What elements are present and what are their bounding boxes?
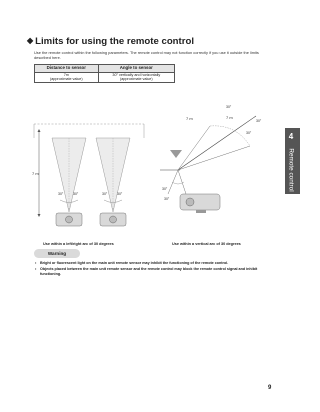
diamond-bullet-icon: ◆ <box>27 36 34 45</box>
warning-badge: Warning <box>34 249 80 258</box>
table-cell-distance <box>35 72 99 83</box>
projector-icon <box>180 194 220 213</box>
distance-note: (approximate value) <box>50 77 83 82</box>
chapter-label: Remote control <box>287 148 295 192</box>
left-right-arc-diagram <box>30 110 150 242</box>
left-angle-label-4: 30° <box>117 192 123 196</box>
table-header-angle: Angle to sensor <box>98 65 174 73</box>
right-angle-label-4: 30° <box>162 187 168 191</box>
bullet-icon: • <box>35 266 37 271</box>
distance-value: 7m <box>63 73 69 78</box>
angle-value: 30° vertically and horizontally <box>112 73 161 78</box>
left-angle-label-2: 30° <box>73 192 79 196</box>
right-distance-label-2: 7 m <box>226 115 233 120</box>
right-angle-label-3: 30° <box>256 119 262 123</box>
vertical-arc-diagram <box>150 96 270 242</box>
warning-text-2: Objects placed between the main unit remote sensor and the remote control may block the remote control signal and inhibit functioning. <box>40 266 258 276</box>
section-title <box>27 36 194 47</box>
limits-table <box>34 64 175 83</box>
left-angle-label-1: 30° <box>58 192 64 196</box>
table-header-distance: Distance to sensor <box>35 65 99 73</box>
caption-right: Use within a vertical arc of 30 degrees <box>172 242 241 246</box>
left-angle-label-3: 30° <box>102 192 108 196</box>
right-angle-label-5: 30° <box>164 197 170 201</box>
bullet-icon: • <box>35 261 37 265</box>
projector-icon <box>56 213 82 226</box>
right-distance-label-1: 7 m <box>186 116 193 121</box>
chapter-side-tab <box>283 0 300 412</box>
table-cell-angle <box>98 72 174 83</box>
left-distance-label: 7 m <box>32 171 39 176</box>
warning-text-1: Bright or fluorescent light on the main unit remote sensor may inhibit the functioning of the remote control. <box>40 261 229 265</box>
right-angle-label-1: 30° <box>226 105 232 109</box>
caption-left: Use within a left/right arc of 30 degrees <box>43 242 114 246</box>
intro-paragraph: Use the remote control within the following parameters. The remote control may not function correctly if you use it outside the limits described here. <box>34 50 259 61</box>
chapter-number: 4 <box>288 132 294 141</box>
angle-note: (approximate value) <box>120 77 153 82</box>
table-row <box>35 72 175 83</box>
warning-list <box>34 261 266 277</box>
page-number: 9 <box>268 385 272 391</box>
table-header-row <box>35 65 175 73</box>
projector-icon <box>100 213 126 226</box>
section-title-text: Limits for using the remote control <box>35 36 194 47</box>
list-item <box>34 267 266 277</box>
right-angle-label-2: 30° <box>246 131 252 135</box>
list-item <box>34 261 266 266</box>
